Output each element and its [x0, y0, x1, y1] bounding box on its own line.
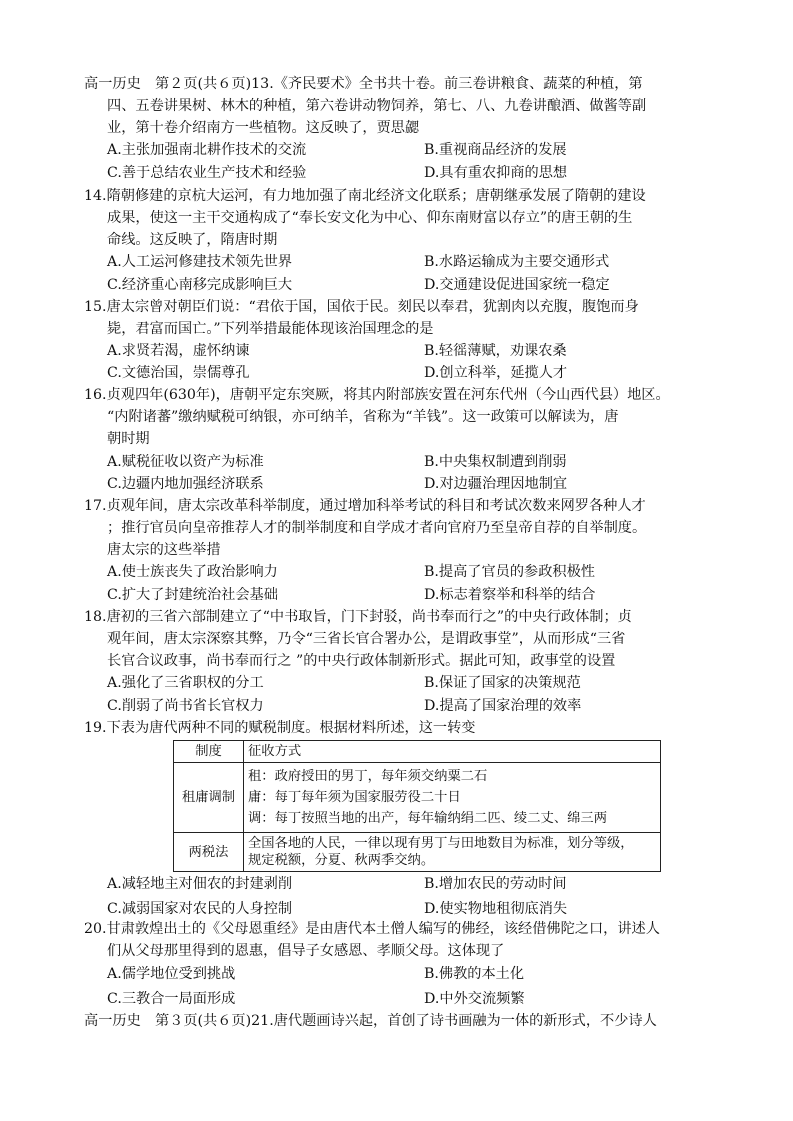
q13-option-b: B.重视商品经济的发展: [424, 142, 567, 158]
q20-option-a: A.儒学地位受到挑战: [107, 966, 236, 982]
q20-line2: 们从父母那里得到的恩惠，倡导子女感恩、孝顺父母。这体现了: [107, 943, 505, 959]
table-cell-zuyongdiao-method: [244, 763, 661, 833]
q17-line2: ；推行官员向皇帝推荐人才的制举制度和自学成才者向官府乃至皇帝自荐的自举制度。: [107, 520, 647, 536]
q16-option-c: C.边疆内地加强经济联系: [107, 476, 264, 492]
q16-option-d: D.对边疆治理因地制宜: [424, 476, 568, 492]
q15-option-d: D.创立科举，延揽人才: [424, 365, 568, 381]
q20-line1: 20.甘肃敦煌出土的《父母恩重经》是由唐代本土僧人编写的佛经，该经借佛陀之口，讲述人: [84, 921, 660, 937]
q14-line2: 成果，使这一主干交通构成了“奉长安文化为中心、仰东南财富以存立”的唐王朝的生: [107, 210, 633, 226]
table-cell-liangshuifa-method: [244, 833, 661, 872]
q19-option-a: A.减轻地主对佃农的封建剥削: [107, 876, 293, 892]
q20-option-c: C.三教合一局面形成: [107, 991, 236, 1007]
q15-option-a: A.求贤若渴，虚怀纳谏: [107, 343, 250, 359]
q13-option-d: D.具有重农抑商的思想: [424, 165, 568, 181]
liangshuifa-text-1: 全国各地的人民，一律以现有男丁与田地数目为标准，划分等级，: [248, 836, 634, 851]
liangshuifa-text-2: 规定税额，分夏、秋两季交纳。: [248, 853, 435, 868]
q13-line3: 业，第十卷介绍南方一些植物。这反映了，贾思勰: [107, 120, 420, 136]
tax-system-table: [173, 740, 661, 872]
q14-option-b: B.水路运输成为主要交通形式: [424, 254, 610, 270]
zu-text: 租：政府授田的男丁，每年须交纳粟二石: [248, 769, 488, 784]
q19-option-c: C.减弱国家对农民的人身控制: [107, 901, 293, 917]
q14-option-a: A.人工运河修建技术领先世界: [107, 254, 293, 270]
q13-option-c: C.善于总结农业生产技术和经验: [107, 165, 307, 181]
table-row: [174, 833, 661, 872]
q15-option-b: B.轻徭薄赋，劝课农桑: [424, 343, 567, 359]
q18-option-a: A.强化了三省职权的分工: [107, 675, 264, 691]
q18-line1: 18.唐初的三省六部制建立了“中书取旨，门下封驳，尚书奉而行之”的中央行政体制；贞: [84, 609, 632, 625]
table-cell-liangshuifa: 两税法: [174, 833, 244, 872]
page-header: 高一历史 第３页(共６页): [84, 1013, 252, 1029]
q14-line1: 14.隋朝修建的京杭大运河，有力地加强了南北经济文化联系；唐朝继承发展了隋朝的建设: [84, 188, 646, 204]
q19-line1: 19.下表为唐代两种不同的赋税制度。根据材料所述，这一转变: [84, 720, 476, 736]
q13-line1: 高一历史 第２页(共６页)13.《齐民要术》全书共十卷。前三卷讲粮食、蔬菜的种植，第: [84, 76, 643, 92]
q14-option-d: D.交通建设促进国家统一稳定: [424, 277, 610, 293]
q21-line1: 高一历史 第３页(共６页)21.唐代题画诗兴起，首创了诗书画融为一体的新形式，不少诗人: [84, 1013, 657, 1029]
q19-option-b: B.增加农民的劳动时间: [424, 876, 567, 892]
q16-line1: 16.贞观四年(630年)，唐朝平定东突厥，将其内附部族安置在河东代州（今山西代县）地区。: [84, 387, 670, 403]
q15-line1: 15.唐太宗曾对朝臣们说：“君依于国，国依于民。刻民以奉君，犹割肉以充腹，腹饱而身: [84, 299, 639, 315]
q17-option-b: B.提高了官员的参政积极性: [424, 564, 595, 580]
q17-option-d: D.标志着察举和科举的结合: [424, 587, 596, 603]
table-header-system: 制度: [174, 741, 244, 763]
q15-line2: 毙，君富而国亡。”下列举措最能体现该治国理念的是: [107, 321, 434, 337]
page-header: 高一历史 第２页(共６页): [84, 76, 252, 92]
q13-option-a: A.主张加强南北耕作技术的交流: [107, 142, 307, 158]
q17-option-a: A.使士族丧失了政治影响力: [107, 564, 278, 580]
table-row: [174, 741, 661, 763]
q18-option-d: D.提高了国家治理的效率: [424, 698, 582, 714]
q16-option-a: A.赋税征收以资产为标准: [107, 454, 264, 470]
q18-option-c: C.削弱了尚书省长官权力: [107, 698, 264, 714]
q15-option-c: C.文德治国，崇儒尊孔: [107, 365, 250, 381]
q18-line3: 长官合议政事，尚书奉而行之 ”的中央行政体制新形式。据此可知，政事堂的设置: [107, 653, 616, 669]
q16-line2: “内附诸蕃”缴纳赋税可纳银，亦可纳羊，省称为“羊钱”。这一政策可以解读为，唐: [107, 409, 619, 425]
q14-option-c: C.经济重心南移完成影响巨大: [107, 277, 293, 293]
q17-line1: 17.贞观年间，唐太宗改革科举制度，通过增加科举考试的科目和考试次数来网罗各种人才: [84, 498, 646, 514]
q20-option-b: B.佛教的本土化: [424, 966, 525, 982]
yong-text: 庸：每丁每年须为国家服劳役二十日: [248, 790, 461, 805]
q20-option-d: D.中外交流频繁: [424, 991, 525, 1007]
table-cell-zuyongdiao: 租庸调制: [174, 763, 244, 833]
q17-line3: 唐太宗的这些举措: [107, 542, 221, 558]
q13-line2: 四、五卷讲果树、林木的种植，第六卷讲动物饲养，第七、八、九卷讲酿酒、做酱等副: [107, 98, 647, 114]
table-header-method: 征收方式: [244, 741, 661, 763]
q18-option-b: B.保证了国家的决策规范: [424, 675, 581, 691]
q19-option-d: D.使实物地租彻底消失: [424, 901, 568, 917]
table-row: [174, 763, 661, 833]
q17-option-c: C.扩大了封建统治社会基础: [107, 587, 278, 603]
q16-option-b: B.中央集权制遭到削弱: [424, 454, 567, 470]
q18-line2: 观年间，唐太宗深察其弊，乃令“三省长官合署办公，是谓政事堂”，从而形成“三省: [107, 631, 626, 647]
diao-text: 调：每丁按照当地的出产，每年输纳绢二匹、绫二丈、绵三两: [248, 811, 608, 826]
q16-line3: 朝时期: [107, 431, 150, 447]
q14-line3: 命线。这反映了，隋唐时期: [107, 232, 278, 248]
